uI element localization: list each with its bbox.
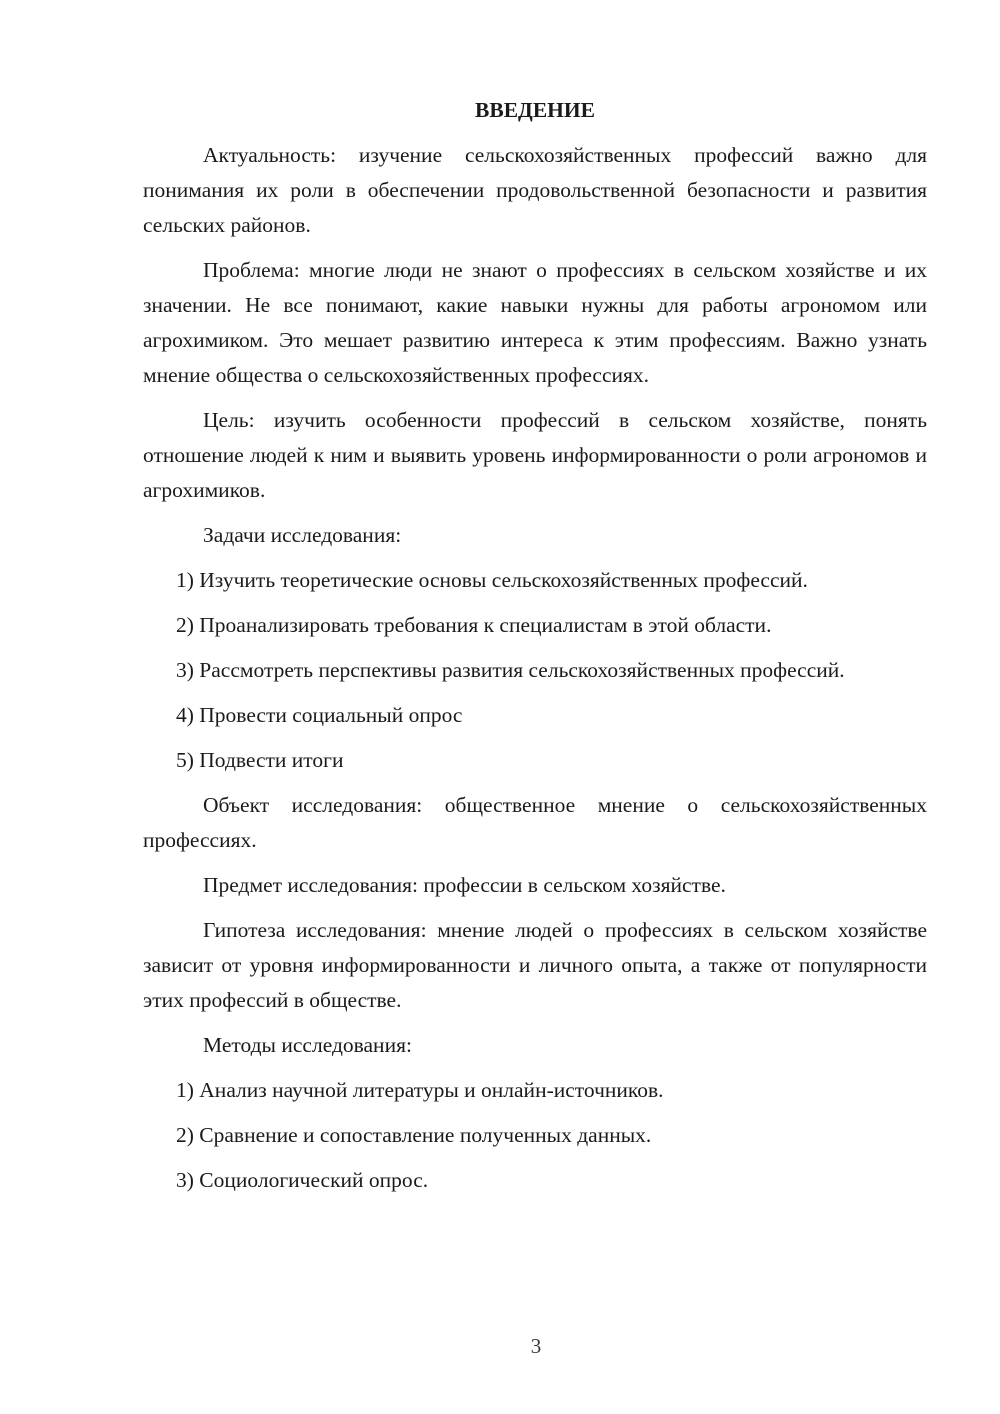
- document-page: [143, 93, 927, 1208]
- list-item: 3) Рассмотреть перспективы развития сельскохозяйственных профессий.: [176, 658, 845, 682]
- list-item: 3) Социологический опрос.: [176, 1168, 429, 1192]
- paragraph-problem: Проблема: многие люди не знают о профессиях в сельском хозяйстве и их значении. Не все понимают, какие навыки нужны для работы агрономом или агрохимиком. Это мешает развитию интереса к этим профессиям. Важно узнать мнение общества о сельскохозяйственных профессиях.: [143, 258, 927, 387]
- page-number: 3: [530, 1334, 542, 1358]
- paragraph-subject: Предмет исследования: профессии в сельском хозяйстве.: [203, 873, 726, 897]
- list-item: 5) Подвести итоги: [176, 748, 344, 772]
- paragraph-hypothesis: Гипотеза исследования: мнение людей о профессиях в сельском хозяйстве зависит от уровня информированности и личного опыта, а также от популярности этих профессий в обществе.: [143, 918, 927, 1012]
- paragraph-tasks-heading: Задачи исследования:: [203, 523, 402, 547]
- document-title: ВВЕДЕНИЕ: [475, 98, 595, 122]
- list-item: 2) Сравнение и сопоставление полученных данных.: [176, 1123, 652, 1147]
- paragraph-goal: Цель: изучить особенности профессий в сельском хозяйстве, понять отношение людей к ним и выявить уровень информированности о роли агрономов и агрохимиков.: [143, 408, 927, 502]
- list-item: 1) Изучить теоретические основы сельскохозяйственных профессий.: [176, 568, 808, 592]
- paragraph-methods-heading: Методы исследования:: [203, 1033, 412, 1057]
- list-item: 4) Провести социальный опрос: [176, 703, 463, 727]
- paragraph-object: Объект исследования: общественное мнение о сельскохозяйственных профессиях.: [143, 793, 927, 852]
- paragraph-relevance: Актуальность: изучение сельскохозяйственных профессий важно для понимания их роли в обеспечении продовольственной безопасности и развития сельских районов.: [143, 143, 927, 237]
- list-item: 1) Анализ научной литературы и онлайн-источников.: [176, 1078, 664, 1102]
- list-item: 2) Проанализировать требования к специалистам в этой области.: [176, 613, 772, 637]
